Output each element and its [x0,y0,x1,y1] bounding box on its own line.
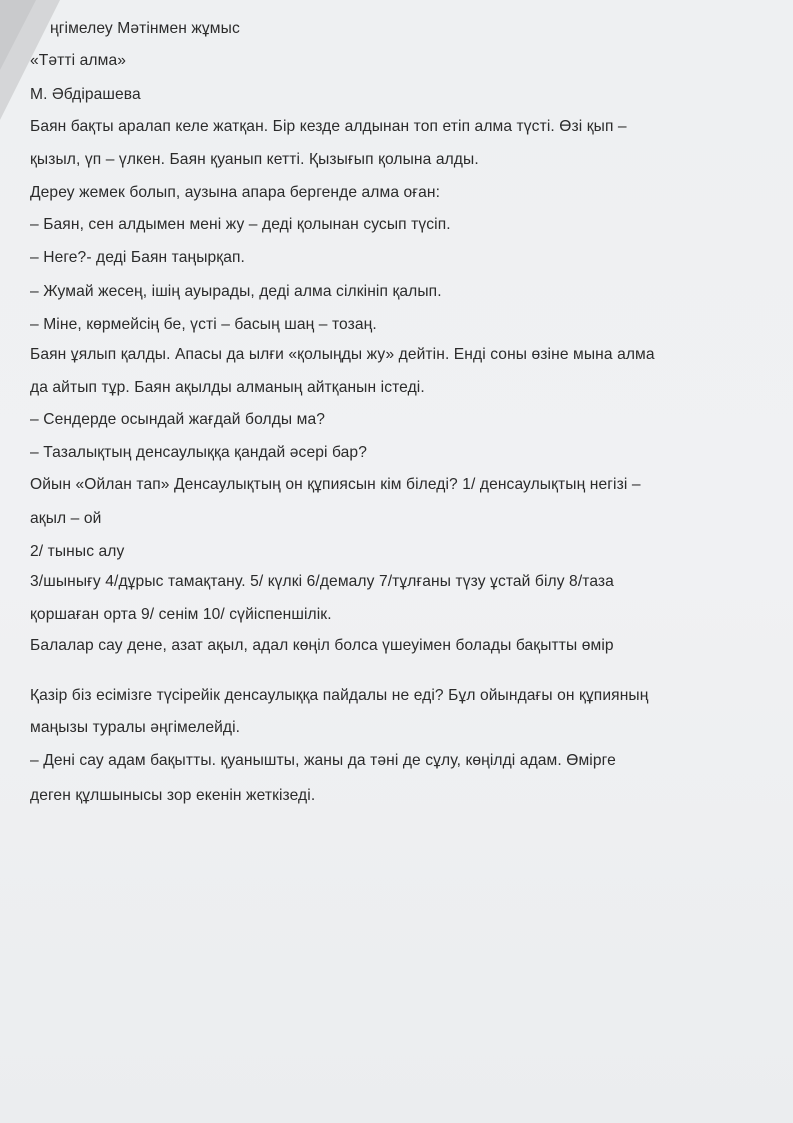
text-line: ңгімелеу Мәтінмен жұмыс [50,20,240,37]
text-line: ақыл – ой [30,510,102,527]
text-line: Балалар сау дене, азат ақыл, адал көңіл болса үшеуімен болады бақытты өмір [30,637,614,654]
text-line: – Дені сау адам бақытты. қуанышты, жаны да тәні де сұлу, көңілді адам. Өмірге [30,752,616,769]
text-line: Ойын «Ойлан тап» Денсаулықтың он құпиясын кім біледі? 1/ денсаулықтың негізі – [30,476,641,493]
text-line: – Неге?- деді Баян таңырқап. [30,249,245,266]
text-line: Баян ұялып қалды. Апасы да ылғи «қолыңды жу» дейтін. Енді соны өзіне мына алма [30,346,655,363]
text-line: да айтып тұр. Баян ақылды алманың айтқанын істеді. [30,379,425,396]
text-line: маңызы туралы әңгімелейді. [30,719,241,736]
text-line: – Тазалықтың денсаулыққа қандай әсері бар? [30,444,367,461]
text-line: қызыл, үп – үлкен. Баян қуанып кетті. Қызығып қолына алды. [30,151,479,168]
text-line: 2/ тыныс алу [30,543,125,560]
text-line: Баян бақты аралап келе жатқан. Бір кезде алдынан топ етіп алма түсті. Өзі қып – [30,118,627,135]
text-line: 3/шынығу 4/дұрыс тамақтану. 5/ күлкі 6/демалу 7/тұлғаны түзу ұстай білу 8/таза [30,573,614,590]
text-line: – Міне, көрмейсің бе, үсті – басың шаң – тозаң. [30,316,377,333]
text-line: деген құлшынысы зор екенін жеткізеді. [30,787,316,804]
text-line: – Сендерде осындай жағдай болды ма? [30,411,326,428]
text-line: М. Әбдірашева [30,86,141,103]
text-line: қоршаған орта 9/ сенім 10/ сүйіспеншілік. [30,606,332,623]
text-line: Қазір біз есімізге түсірейік денсаулыққа пайдалы не еді? Бұл ойындағы он құпияның [30,687,649,704]
text-line: – Баян, сен алдымен мені жу – деді қолынан сусып түсіп. [30,216,451,233]
text-line: Дереу жемек болып, аузына апара бергенде алма оған: [30,184,441,201]
text-line: – Жумай жесең, ішің ауырады, деді алма сілкініп қалып. [30,283,442,300]
text-line: «Тәтті алма» [30,52,126,69]
